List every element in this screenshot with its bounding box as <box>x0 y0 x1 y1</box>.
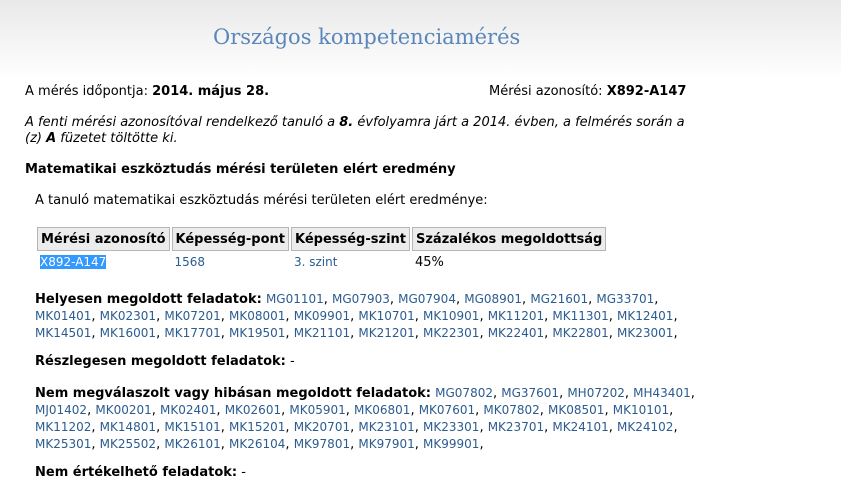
id-label: Mérési azonosító: <box>489 84 603 99</box>
task-link[interactable]: MK02601 <box>224 403 282 417</box>
task-link[interactable]: MK22301 <box>423 326 480 340</box>
task-link[interactable]: MK23701 <box>487 420 545 434</box>
task-link[interactable]: MK23001 <box>617 326 674 340</box>
task-link[interactable]: MG33701 <box>596 292 655 306</box>
task-link[interactable]: MK22401 <box>487 326 545 340</box>
task-link[interactable]: MK07601 <box>418 403 476 417</box>
cell-id-value[interactable]: X892-A147 <box>40 255 107 269</box>
measurement-date <box>25 84 269 99</box>
task-link[interactable]: MK15101 <box>164 420 221 434</box>
task-link[interactable]: MK11201 <box>487 309 545 323</box>
desc-grade: 8. <box>339 115 354 130</box>
task-link[interactable]: MK99901 <box>423 437 480 451</box>
task-link[interactable]: MK16001 <box>99 326 157 340</box>
task-link[interactable]: MK11301 <box>552 309 609 323</box>
not-evaluable-label: Nem értékelhető feladatok: <box>35 465 238 480</box>
task-link[interactable]: MK22801 <box>552 326 609 340</box>
date-value: 2014. május 28. <box>152 84 270 99</box>
task-link[interactable]: MK24101 <box>552 420 609 434</box>
header-percent: Százalékos megoldottság <box>412 227 606 251</box>
task-link[interactable]: MG07903 <box>332 292 390 306</box>
task-link[interactable]: MK14801 <box>99 420 157 434</box>
task-link[interactable]: MG37601 <box>501 386 560 400</box>
desc-booklet: A <box>46 131 57 146</box>
section-title: Matematikai eszköztudás mérési területen elért eredmény <box>25 162 456 177</box>
partial-tasks-label: Részlegesen megoldott feladatok: <box>35 354 286 369</box>
task-link[interactable]: MK11202 <box>35 420 92 434</box>
task-link[interactable]: MK15201 <box>229 420 286 434</box>
task-link[interactable]: MG07802 <box>435 386 493 400</box>
task-link[interactable]: MK12401 <box>617 309 674 323</box>
not-evaluable-value: - <box>241 465 246 480</box>
desc-part2: évfolyamra járt a 2014. évben, a felmérés során a (z) <box>25 115 685 146</box>
wrong-tasks <box>35 385 715 453</box>
table-header-row <box>37 227 606 251</box>
task-link[interactable]: MG07904 <box>398 292 456 306</box>
task-link[interactable]: MK10901 <box>423 309 480 323</box>
task-link[interactable]: MK24102 <box>617 420 674 434</box>
desc-part3: füzetet töltötte ki. <box>56 131 178 146</box>
task-link[interactable]: MK08501 <box>548 403 605 417</box>
task-link[interactable]: MK21101 <box>293 326 351 340</box>
task-link[interactable]: MK26104 <box>229 437 286 451</box>
task-link[interactable]: MK07201 <box>164 309 221 323</box>
partial-tasks-value: - <box>290 354 295 369</box>
task-link[interactable]: MG08901 <box>464 292 523 306</box>
task-link[interactable]: MK25301 <box>35 437 92 451</box>
task-link[interactable]: MK97801 <box>293 437 351 451</box>
task-link[interactable]: MK14501 <box>35 326 92 340</box>
task-link[interactable]: MK21201 <box>358 326 415 340</box>
correct-tasks-label: Helyesen megoldott feladatok: <box>35 292 262 307</box>
task-link[interactable]: MK02301 <box>99 309 157 323</box>
task-link[interactable]: MK08001 <box>229 309 286 323</box>
correct-task-list: MG01101, MG07903, MG07904, MG08901, MG21601, MG33701, MK01401, MK02301, MK07201, MK08001, MK09901, MK10701, MK10901, MK11201, MK11301, MK12401, MK14501, MK16001, MK17701, MK19501, MK21101, MK21201, MK22301, MK22401, MK22801, MK23001, <box>35 292 678 341</box>
task-link[interactable]: MK19501 <box>229 326 286 340</box>
header-points: Képesség-pont <box>172 227 289 251</box>
task-link[interactable]: MJ01402 <box>35 403 88 417</box>
measurement-id <box>489 84 686 99</box>
header-level: Képesség-szint <box>291 227 410 251</box>
task-link[interactable]: MK26101 <box>164 437 221 451</box>
page-title: Országos kompetenciamérés <box>213 25 521 49</box>
task-link[interactable]: MK09901 <box>293 309 351 323</box>
task-link[interactable]: MG21601 <box>530 292 589 306</box>
task-link[interactable]: MK05901 <box>289 403 346 417</box>
not-evaluable-tasks <box>35 465 715 481</box>
wrong-tasks-label: Nem megválaszolt vagy hibásan megoldott feladatok: <box>35 386 431 401</box>
cell-level: 3. szint <box>293 255 338 269</box>
desc-part1: A fenti mérési azonosítóval rendelkező tanuló a <box>25 115 340 130</box>
cell-percent: 45% <box>415 254 444 270</box>
task-link[interactable]: MG01101 <box>265 292 324 306</box>
description <box>25 115 695 147</box>
cell-id[interactable] <box>37 253 170 271</box>
date-label: A mérés időpontja: <box>25 84 148 99</box>
task-link[interactable]: MK23301 <box>423 420 480 434</box>
task-link[interactable]: MK23101 <box>358 420 415 434</box>
task-link[interactable]: MK17701 <box>164 326 221 340</box>
task-link[interactable]: MK01401 <box>35 309 92 323</box>
task-link[interactable]: MK10701 <box>358 309 415 323</box>
task-link[interactable]: MK10101 <box>612 403 670 417</box>
task-link[interactable]: MH43401 <box>633 386 691 400</box>
correct-tasks <box>35 291 715 342</box>
task-link[interactable]: MK07802 <box>483 403 540 417</box>
wrong-task-list: MG07802, MG37601, MH07202, MH43401, MJ01402, MK00201, MK02401, MK02601, MK05901, MK06801, MK07601, MK07802, MK08501, MK10101, MK11202, MK14801, MK15101, MK15201, MK20701, MK23101, MK23301, MK23701, MK24101, MK24102, MK25301, MK25502, MK26101, MK26104, MK97801, MK97901, MK99901, <box>35 386 695 452</box>
task-link[interactable]: MK97901 <box>358 437 415 451</box>
task-link[interactable]: MK25502 <box>99 437 157 451</box>
task-link[interactable]: MH07202 <box>567 386 625 400</box>
task-link[interactable]: MK00201 <box>95 403 152 417</box>
section-subtitle: A tanuló matematikai eszköztudás mérési területen elért eredménye: <box>35 193 488 208</box>
task-link[interactable]: MK02401 <box>160 403 217 417</box>
header-id: Mérési azonosító <box>37 227 170 251</box>
id-value: X892-A147 <box>606 84 687 99</box>
results-table <box>35 225 608 273</box>
task-link[interactable]: MK06801 <box>354 403 411 417</box>
task-link[interactable]: MK20701 <box>293 420 351 434</box>
cell-points: 1568 <box>174 255 206 269</box>
table-row <box>37 253 606 271</box>
partial-tasks <box>35 354 715 370</box>
